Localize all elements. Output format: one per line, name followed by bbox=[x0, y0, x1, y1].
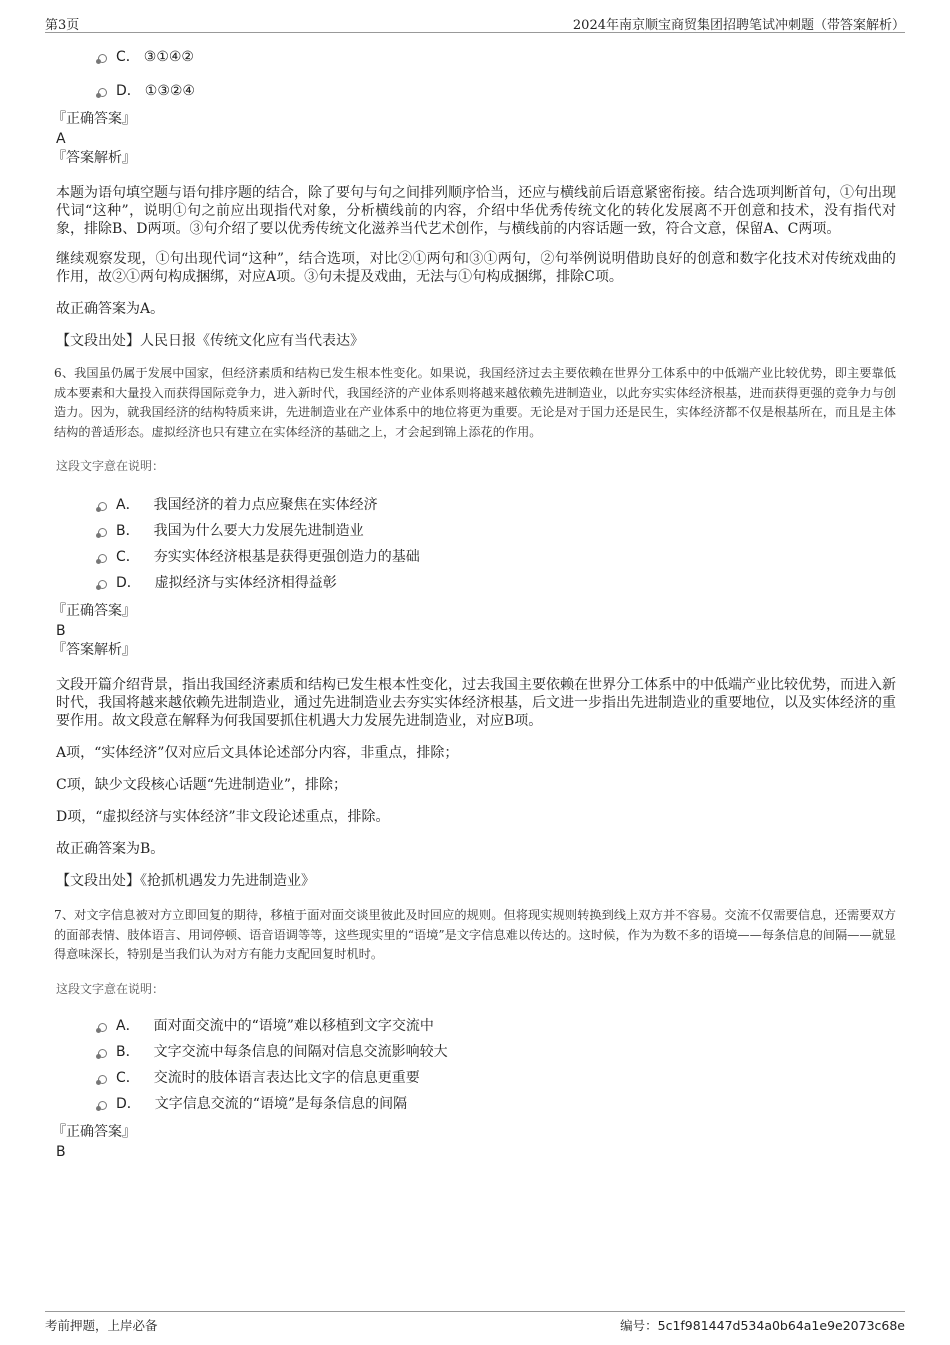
correct-answer-label: 『正确答案』 bbox=[52, 111, 136, 127]
analysis-label: 『答案解析』 bbox=[52, 150, 136, 166]
q6-option-c[interactable]: C． 夯实实体经济根基是获得更强创造力的基础 bbox=[56, 544, 896, 570]
q6-option-b[interactable]: B． 我国为什么要大力发展先进制造业 bbox=[56, 518, 896, 544]
footer-slogan: 考前押题，上岸必备 bbox=[45, 1318, 158, 1333]
radio-icon[interactable] bbox=[98, 88, 107, 97]
q6-option-d[interactable]: D． 虚拟经济与实体经济相得益彰 bbox=[56, 570, 896, 596]
document-title: 2024年南京顺宝商贸集团招聘笔试冲刺题（带答案解析） bbox=[572, 18, 905, 33]
q5-option-d[interactable]: D． ①③②④ bbox=[56, 78, 896, 104]
radio-icon[interactable] bbox=[98, 54, 107, 63]
analysis-paragraph: A项，“实体经济”仅对应后文具体论述部分内容，非重点，排除； bbox=[56, 745, 459, 761]
question-prompt: 这段文字意在说明： bbox=[56, 981, 165, 996]
q7-options bbox=[56, 1013, 896, 1117]
code-value: 5c1f981447d534a0b64a1e9e2073c68e bbox=[657, 1318, 905, 1333]
code-label: 编号： bbox=[620, 1318, 658, 1333]
q6-option-a[interactable]: A． 我国经济的着力点应聚焦在实体经济 bbox=[56, 492, 896, 518]
analysis-paragraph: 继续观察发现，①句出现代词“这种”，结合选项，对比②①两句和③①两句，②句举例说明借助良好的创意和数字化技术对传统戏曲的作用，故②①两句构成捆绑，对应A项。③句未提及戏曲，无法与①句构成捆绑，排除C项。 bbox=[56, 251, 896, 285]
document-code bbox=[620, 1316, 905, 1334]
radio-icon[interactable] bbox=[98, 580, 107, 589]
correct-answer-label: 『正确答案』 bbox=[52, 603, 136, 619]
correct-answer: A bbox=[56, 131, 66, 147]
page-header bbox=[45, 12, 905, 33]
analysis-paragraph: 文段开篇介绍背景，指出我国经济素质和结构已发生根本性变化，过去我国主要依赖在世界分工体系中的中低端产业比较优势，而进入新时代，我国将越来越依赖先进制造业，通过先进制造业去夯实实体经济根基，后文进一步指出先进制造业的重要地位，以及实体经济的重要作用。故文段意在解释为何我国要抓住机遇大力发展先进制造业，对应B项。 bbox=[56, 677, 896, 729]
source-note: 【文段出处】人民日报《传统文化应有当代表达》 bbox=[56, 333, 364, 349]
correct-answer: B bbox=[56, 1143, 66, 1160]
radio-icon[interactable] bbox=[98, 1049, 107, 1058]
q5-options bbox=[56, 44, 896, 104]
q7-option-b[interactable]: B． 文字交流中每条信息的间隔对信息交流影响较大 bbox=[56, 1039, 896, 1065]
analysis-label: 『答案解析』 bbox=[52, 642, 136, 658]
radio-icon[interactable] bbox=[98, 528, 107, 537]
radio-icon[interactable] bbox=[98, 1101, 107, 1110]
analysis-paragraph: 本题为语句填空题与语句排序题的结合，除了要句与句之间排列顺序恰当，还应与横线前后语意紧密衔接。结合选项判断首句，①句出现代词“这种”，说明①句之前应出现指代对象，分析横线前的内容，介绍中华优秀传统文化的转化发展离不开创意和技术，没有指代对象，排除B、D两项。③句介绍了要以优秀传统文化滋养当代艺术创作，与横线前的内容话题一致，符合文意，保留A、C两项。 bbox=[56, 185, 896, 237]
radio-icon[interactable] bbox=[98, 502, 107, 511]
q7-option-c[interactable]: C． 交流时的肢体语言表达比文字的信息更重要 bbox=[56, 1065, 896, 1091]
question-passage: 6、我国虽仍属于发展中国家，但经济素质和结构已发生根本性变化。如果说，我国经济过去主要依赖在世界分工体系中的中低端产业比较优势，即主要靠低成本要素和大量投入而获得国际竞争力，进入新时代，我国经济的产业体系则将越来越依赖先进制造业，以此夯实实体经济根基，进而获得更强的竞争力与创造力。因为，就我国经济的结构特质来讲，先进制造业在产业体系中的地位将更为重要。无论是对于国力还是民生，实体经济都不仅是根基所在，而且是主体结构的普适形态。虚拟经济也只有建立在实体经济的基础之上，才会起到锦上添花的作用。 bbox=[54, 366, 896, 439]
q7-option-d[interactable]: D． 文字信息交流的“语境”是每条信息的间隔 bbox=[56, 1091, 896, 1117]
analysis-paragraph: D项，“虚拟经济与实体经济”非文段论述重点，排除。 bbox=[56, 809, 390, 825]
question-prompt: 这段文字意在说明： bbox=[56, 459, 165, 473]
q6-options bbox=[56, 492, 896, 596]
radio-icon[interactable] bbox=[98, 1075, 107, 1084]
page-number: 第3页 bbox=[45, 18, 80, 33]
radio-icon[interactable] bbox=[98, 554, 107, 563]
page-footer bbox=[45, 1311, 905, 1336]
correct-answer-label: 『正确答案』 bbox=[52, 1123, 136, 1140]
radio-icon[interactable] bbox=[98, 1023, 107, 1032]
analysis-paragraph: 故正确答案为B。 bbox=[56, 841, 165, 857]
q5-option-c[interactable]: C． ③①④② bbox=[56, 44, 896, 70]
q7-option-a[interactable]: A． 面对面交流中的“语境”难以移植到文字交流中 bbox=[56, 1013, 896, 1039]
question-passage: 7、对文字信息被对方立即回复的期待，移植于面对面交谈里彼此及时回应的规则。但将现实规则转换到线上双方并不容易。交流不仅需要信息，还需要双方的面部表情、肢体语言、用词停顿、语音语调等等，这些现实里的“语境”是文字信息难以传达的。这时候，作为为数不多的语境——每条信息的间隔——就显得意味深长，特别是当我们认为对方有能力支配回复时机时。 bbox=[54, 908, 896, 961]
correct-answer: B bbox=[56, 623, 66, 639]
document-body bbox=[52, 44, 896, 1162]
analysis-paragraph: C项，缺少文段核心话题“先进制造业”，排除； bbox=[56, 777, 348, 793]
source-note: 【文段出处】《抢抓机遇发力先进制造业》 bbox=[56, 873, 315, 889]
analysis-paragraph: 故正确答案为A。 bbox=[56, 301, 165, 317]
